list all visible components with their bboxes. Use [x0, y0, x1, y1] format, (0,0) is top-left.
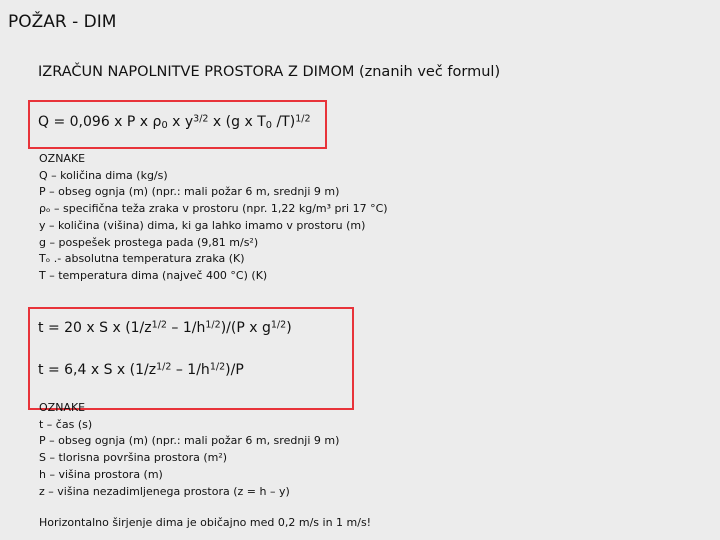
legend-line: z – višina nezadimljenega prostora (z = h – y) — [39, 484, 290, 498]
legend-line: OZNAKE — [39, 152, 86, 165]
fill-time-simplified-formula: t = 6,4 x S x $(1/z^{1/2} - 1/h^{1/2})/P$ — [38, 361, 244, 378]
symbol-legend — [39, 400, 339, 500]
fill-time-formula: t = 20 x S x $(1/z^{1/2} - 1/h^{1/2})/(P$ x $g^{1/2}$) — [38, 319, 292, 336]
legend-line: T – temperatura dima (največ 400 °C) (K) — [39, 268, 268, 282]
legend-line: Q – količina dima (kg/s) — [39, 168, 168, 182]
legend-line: h – višina prostora (m) — [39, 467, 163, 481]
page-title: POŽAR - DIM — [8, 12, 117, 32]
legend-line: ρₒ – specifična teža zraka v prostoru (npr. 1,22 kg/m³ pri 17 °C) — [39, 202, 388, 216]
legend-line: Tₒ .- absolutna temperatura zraka (K) — [39, 252, 245, 266]
legend-line: t – čas (s) — [39, 417, 93, 431]
legend-line: S – tlorisna površina prostora (m²) — [39, 451, 228, 465]
spread-note: Horizontalno širjenje dima je običajno med 0,2 m/s in 1 m/s! — [39, 516, 372, 529]
legend-line: OZNAKE — [39, 401, 86, 414]
page-subtitle: IZRAČUN NAPOLNITVE PROSTORA Z DIMOM (znanih več formul) — [38, 64, 501, 80]
symbol-legend — [39, 151, 388, 285]
legend-line: y – količina (višina) dima, ki ga lahko imamo v prostoru (m) — [39, 218, 366, 232]
legend-line: P – obseg ognja (m) (npr.: mali požar 6 m, srednji 9 m) — [39, 434, 340, 448]
legend-line: g – pospešek prostega pada (9,81 m/s²) — [39, 235, 259, 249]
smoke-quantity-formula: Q = 0,096 x P x $\rho_0$ x $y^{3/2}$ x (g x $T_0$ /T)$^{1/2}$ — [38, 113, 311, 131]
legend-line: P – obseg ognja (m) (npr.: mali požar 6 m, srednji 9 m) — [39, 185, 340, 199]
